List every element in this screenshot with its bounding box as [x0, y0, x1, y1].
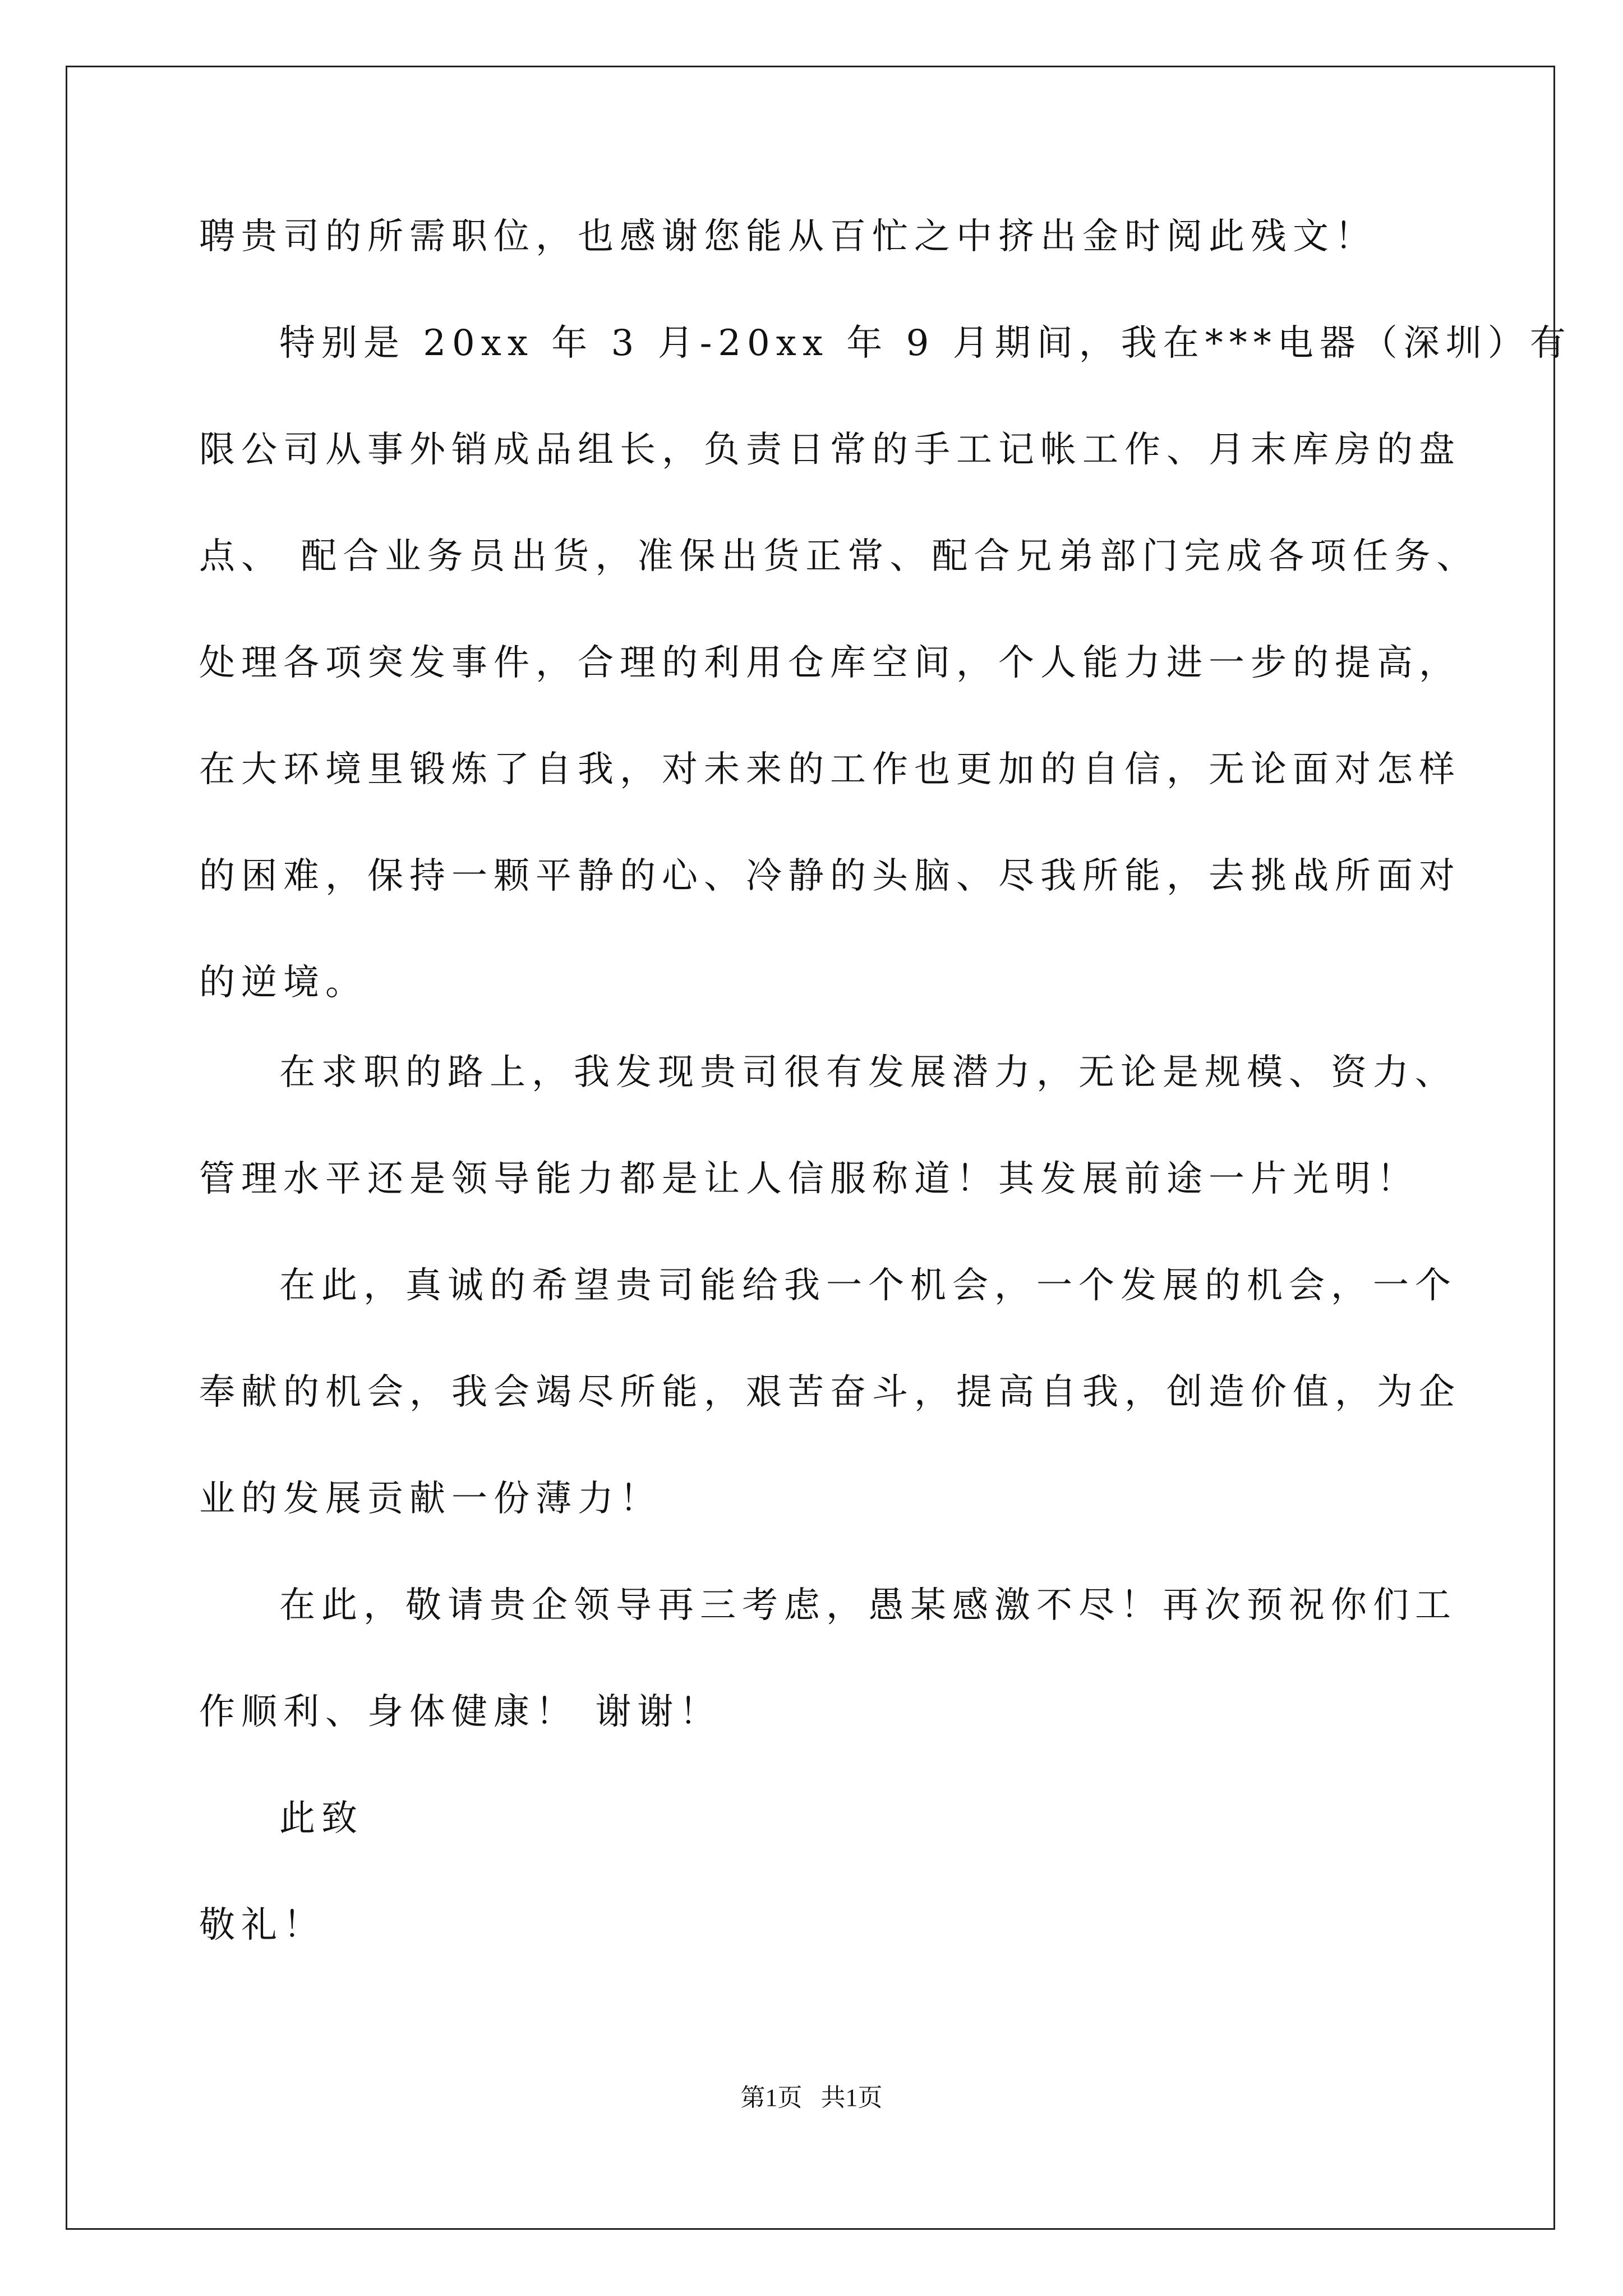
body-line: 奉献的机会，我会竭尽所能，艰苦奋斗，提高自我，创造价值，为企: [199, 1372, 1461, 1413]
body-line: 在此，真诚的希望贵司能给我一个机会，一个发展的机会，一个: [279, 1265, 1457, 1306]
body-line: 聘贵司的所需职位，也感谢您能从百忙之中挤出金时阅此残文！: [199, 216, 1377, 257]
salutation-line: 敬礼！: [199, 1904, 325, 1946]
body-line: 处理各项突发事件，合理的利用仓库空间，个人能力进一步的提高，: [199, 642, 1461, 684]
body-line: 业的发展贡献一份薄力！: [199, 1478, 662, 1520]
body-line: 作顺利、身体健康！ 谢谢！: [199, 1691, 722, 1733]
closing-line: 此致: [279, 1798, 363, 1839]
body-line: 在大环境里锻炼了自我，对未来的工作也更加的自信，无论面对怎样: [199, 749, 1461, 790]
body-line: 在求职的路上，我发现贵司很有发展潜力，无论是规模、资力、: [279, 1052, 1457, 1093]
page-footer: 第1页 共1页: [740, 2084, 883, 2111]
body-line: 的逆境。: [199, 962, 367, 1004]
body-line: 管理水平还是领导能力都是让人信服称道！其发展前途一片光明！: [199, 1158, 1419, 1200]
body-line: 特别是 20xx 年 3 月-20xx 年 9 月期间，我在***电器（深圳）有: [279, 323, 1572, 364]
body-line: 点、 配合业务员出货，准保出货正常、配合兄弟部门完成各项任务、: [199, 536, 1479, 577]
body-line: 的困难，保持一颗平静的心、冷静的头脑、尽我所能，去挑战所面对: [199, 855, 1461, 897]
body-line: 在此，敬请贵企领导再三考虑，愚某感激不尽！再次预祝你们工: [279, 1585, 1457, 1626]
body-line: 限公司从事外销成品组长，负责日常的手工记帐工作、月末库房的盘: [199, 429, 1461, 471]
